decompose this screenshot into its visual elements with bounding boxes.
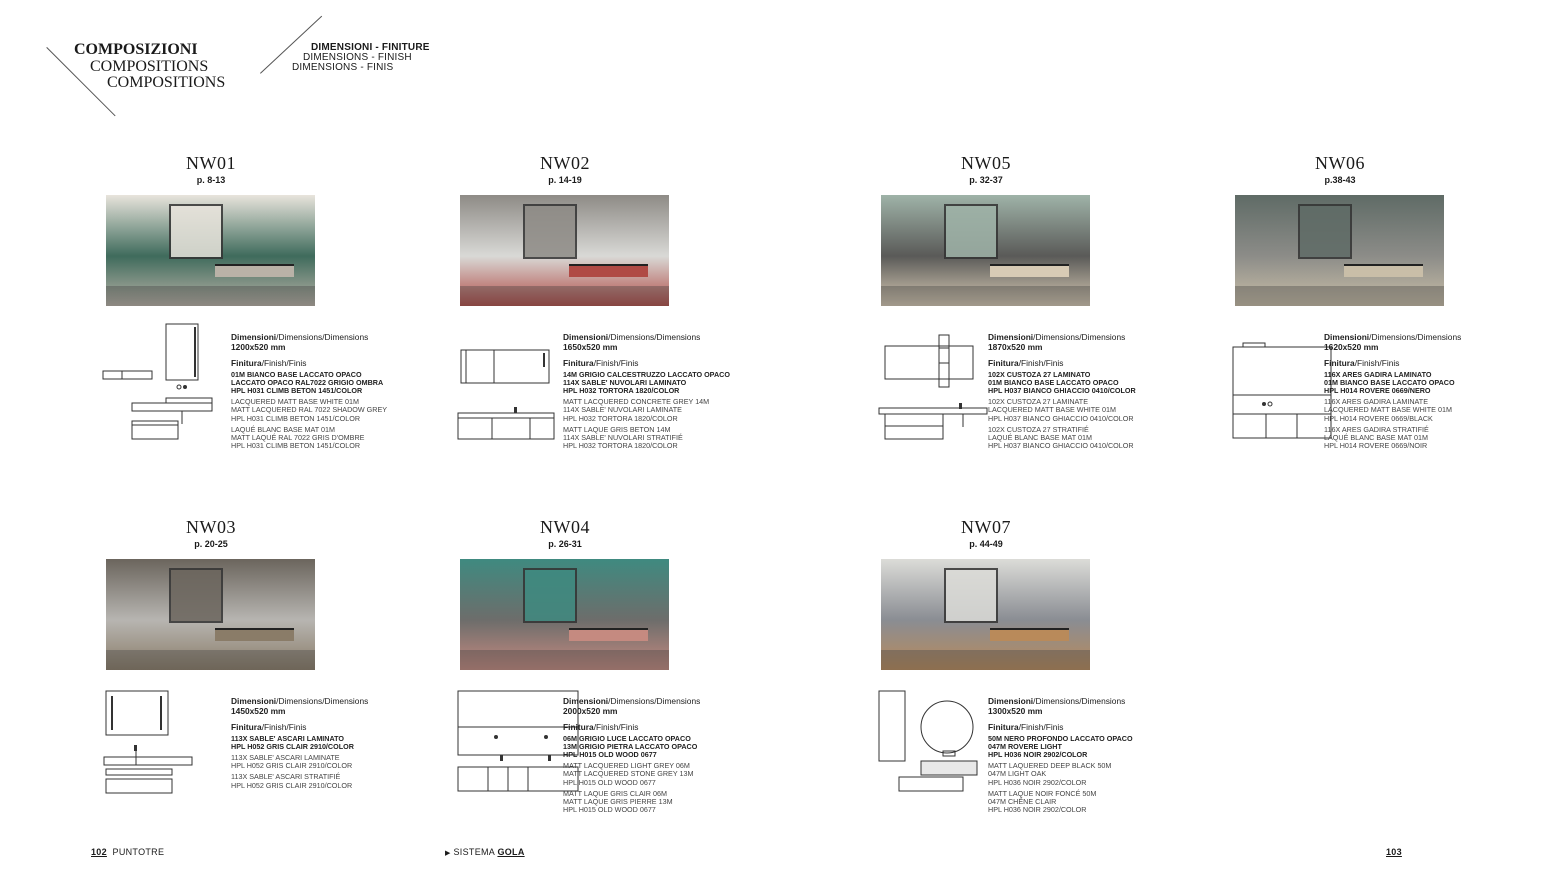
finish-line: LACQUERED MATT BASE WHITE 01M bbox=[1324, 405, 1452, 415]
dimensions-label: Dimensioni/Dimensions/Dimensions bbox=[988, 332, 1126, 342]
page-number-left: 102 bbox=[91, 847, 107, 857]
finish-line: HPL H052 GRIS CLAIR 2910/COLOR bbox=[231, 741, 354, 751]
finish-list-fr bbox=[231, 773, 401, 789]
finish-line: 01M BIANCO BASE LACCATO OPACO bbox=[231, 369, 362, 379]
composition-pages[interactable]: p.38-43 bbox=[1324, 175, 1356, 185]
dimensions-title-en: DIMENSIONS - FINISH bbox=[303, 52, 412, 63]
finish-label: Finitura/Finish/Finis bbox=[231, 358, 307, 368]
finish-line: 113X SABLE' ASCARI LAMINATO bbox=[231, 733, 344, 743]
footer-left bbox=[91, 847, 164, 857]
finish-line: 102X CUSTOZA 27 LAMINATE bbox=[988, 397, 1088, 407]
finish-label: Finitura/Finish/Finis bbox=[988, 358, 1064, 368]
photo-vanity bbox=[215, 264, 294, 277]
finish-label: Finitura/Finish/Finis bbox=[988, 722, 1064, 732]
composition-technical-drawing bbox=[102, 323, 214, 448]
page-number-right: 103 bbox=[1386, 847, 1402, 857]
photo-window bbox=[169, 204, 223, 259]
footer-center[interactable] bbox=[445, 847, 525, 857]
composition-technical-drawing bbox=[456, 323, 556, 448]
composition-specs bbox=[563, 333, 733, 450]
photo-window bbox=[944, 568, 998, 623]
finish-line: LAQUÉ BLANC BASE MAT 01M bbox=[1324, 432, 1428, 442]
finish-line: 01M BIANCO BASE LACCATO OPACO bbox=[1324, 377, 1455, 387]
finish-line: MATT LAQUE NOIR FONCÉ 50M bbox=[988, 788, 1097, 798]
finish-list-it bbox=[1324, 371, 1494, 396]
composition-photo bbox=[106, 559, 315, 670]
composition-technical-drawing bbox=[877, 687, 981, 804]
finish-line: HPL H036 NOIR 2902/COLOR bbox=[988, 749, 1088, 759]
finish-list-fr bbox=[1324, 426, 1494, 451]
dimensions-label: Dimensioni/Dimensions/Dimensions bbox=[988, 696, 1126, 706]
finish-label: Finitura/Finish/Finis bbox=[231, 722, 307, 732]
finish-line: MATT LAQUE GRIS CLAIR 06M bbox=[563, 788, 667, 798]
finish-line: 14M GRIGIO CALCESTRUZZO LACCATO OPACO bbox=[563, 369, 730, 379]
compositions-title-it: COMPOSIZIONI bbox=[74, 41, 198, 58]
dimensions-value: 1870x520 mm bbox=[988, 341, 1043, 352]
finish-list-fr bbox=[988, 426, 1158, 451]
finish-line: HPL H037 BIANCO GHIACCIO 0410/COLOR bbox=[988, 385, 1136, 395]
system-label: SISTEMA bbox=[453, 847, 495, 857]
photo-floor bbox=[106, 286, 315, 306]
photo-window bbox=[523, 204, 577, 259]
composition-code: NW06 bbox=[1315, 153, 1365, 173]
finish-line: MATT LAQUE GRIS PIERRE 13M bbox=[563, 796, 673, 806]
photo-floor bbox=[881, 650, 1090, 670]
finish-line: HPL H015 OLD WOOD 0677 bbox=[563, 777, 656, 787]
photo-floor bbox=[1235, 286, 1444, 306]
photo-window bbox=[169, 568, 223, 623]
finish-line: MATT LACQUERED CONCRETE GREY 14M bbox=[563, 397, 710, 407]
photo-vanity bbox=[990, 628, 1069, 641]
finish-list-en bbox=[988, 398, 1158, 423]
composition-photo bbox=[881, 559, 1090, 670]
composition-pages[interactable]: p. 44-49 bbox=[969, 539, 1003, 549]
dimensions-value: 1650x520 mm bbox=[563, 341, 618, 352]
composition-technical-drawing bbox=[1231, 323, 1335, 448]
photo-vanity bbox=[569, 628, 648, 641]
finish-line: 102X CUSTOZA 27 LAMINATO bbox=[988, 369, 1091, 379]
finish-line: HPL H015 OLD WOOD 0677 bbox=[563, 805, 656, 815]
brand-name: PUNTOTRE bbox=[112, 847, 165, 857]
photo-vanity bbox=[215, 628, 294, 641]
finish-line: 113X SABLE' ASCARI STRATIFIÉ bbox=[231, 772, 341, 782]
finish-line: HPL H037 BIANCO GHIACCIO 0410/COLOR bbox=[988, 441, 1134, 451]
caret-right-icon: ▶ bbox=[445, 850, 451, 857]
composition-code: NW05 bbox=[961, 153, 1011, 173]
finish-line: HPL H032 TORTORA 1820/COLOR bbox=[563, 441, 678, 451]
finish-list-it bbox=[563, 371, 733, 396]
dimensions-title-it: DIMENSIONI - FINITURE bbox=[311, 42, 430, 53]
finish-line: MATT LAQUÉ RAL 7022 GRIS D'OMBRE bbox=[231, 432, 365, 442]
finish-line: HPL H036 NOIR 2902/COLOR bbox=[988, 777, 1087, 787]
composition-specs bbox=[988, 333, 1158, 450]
composition-code: NW01 bbox=[186, 153, 236, 173]
photo-floor bbox=[460, 286, 669, 306]
composition-specs bbox=[231, 697, 401, 790]
finish-list-en bbox=[231, 754, 401, 770]
photo-vanity bbox=[1344, 264, 1423, 277]
composition-technical-drawing bbox=[102, 687, 202, 804]
dimensions-label: Dimensioni/Dimensions/Dimensions bbox=[231, 696, 369, 706]
composition-technical-drawing bbox=[877, 323, 989, 448]
finish-list-en bbox=[231, 398, 401, 423]
system-name: GOLA bbox=[497, 847, 525, 857]
finish-line: 116X ARES GADIRA STRATIFIÉ bbox=[1324, 424, 1429, 434]
photo-vanity bbox=[569, 264, 648, 277]
photo-floor bbox=[106, 650, 315, 670]
photo-window bbox=[944, 204, 998, 259]
finish-line: HPL H014 ROVERE 0669/NERO bbox=[1324, 385, 1431, 395]
finish-line: 113X SABLE' ASCARI LAMINATE bbox=[231, 752, 340, 762]
finish-line: MATT LACQUERED RAL 7022 SHADOW GREY bbox=[231, 405, 388, 415]
finish-line: LACCATO OPACO RAL7022 GRIGIO OMBRA bbox=[231, 377, 384, 387]
finish-line: 102X CUSTOZA 27 STRATIFIÉ bbox=[988, 424, 1089, 434]
composition-photo bbox=[881, 195, 1090, 306]
photo-window bbox=[523, 568, 577, 623]
finish-line: LAQUÉ BLANC BASE MAT 01M bbox=[231, 424, 335, 434]
photo-vanity bbox=[990, 264, 1069, 277]
finish-label: Finitura/Finish/Finis bbox=[563, 358, 639, 368]
finish-line: 06M GRIGIO LUCE LACCATO OPACO bbox=[563, 733, 691, 743]
compositions-title-fr: COMPOSITIONS bbox=[107, 74, 226, 91]
composition-code: NW03 bbox=[186, 517, 236, 537]
finish-list-fr bbox=[563, 790, 733, 815]
finish-list-fr bbox=[231, 426, 401, 451]
composition-pages[interactable]: p. 8-13 bbox=[196, 175, 226, 185]
finish-list-en bbox=[988, 762, 1158, 787]
composition-pages[interactable]: p. 26-31 bbox=[548, 539, 582, 549]
finish-line: HPL H031 CLIMB BETON 1451/COLOR bbox=[231, 385, 363, 395]
finish-line: 116X ARES GADIRA LAMINATO bbox=[1324, 369, 1432, 379]
composition-specs bbox=[231, 333, 401, 450]
finish-label: Finitura/Finish/Finis bbox=[563, 722, 639, 732]
composition-pages[interactable]: p. 14-19 bbox=[548, 175, 582, 185]
finish-line: LACQUERED MATT BASE WHITE 01M bbox=[988, 405, 1116, 415]
finish-line: HPL H031 CLIMB BETON 1451/COLOR bbox=[231, 441, 361, 451]
dimensions-label: Dimensioni/Dimensions/Dimensions bbox=[563, 332, 701, 342]
finish-line: MATT LAQUE GRIS BETON 14M bbox=[563, 424, 671, 434]
finish-line: HPL H037 BIANCO GHIACCIO 0410/COLOR bbox=[988, 413, 1134, 423]
finish-line: 114X SABLE' NUVOLARI LAMINATO bbox=[563, 377, 687, 387]
photo-floor bbox=[881, 286, 1090, 306]
dimensions-value: 2000x520 mm bbox=[563, 705, 618, 716]
composition-pages[interactable]: p. 32-37 bbox=[969, 175, 1003, 185]
finish-line: 13M GRIGIO PIETRA LACCATO OPACO bbox=[563, 741, 698, 751]
finish-list-en bbox=[563, 398, 733, 423]
dimensions-label: Dimensioni/Dimensions/Dimensions bbox=[231, 332, 369, 342]
dimensions-value: 1450x520 mm bbox=[231, 705, 286, 716]
finish-list-fr bbox=[988, 790, 1158, 815]
composition-pages[interactable]: p. 20-25 bbox=[194, 539, 228, 549]
finish-line: HPL H015 OLD WOOD 0677 bbox=[563, 749, 657, 759]
dimensions-value: 1620x520 mm bbox=[1324, 341, 1379, 352]
finish-line: 01M BIANCO BASE LACCATO OPACO bbox=[988, 377, 1119, 387]
finish-line: MATT LACQUERED STONE GREY 13M bbox=[563, 769, 694, 779]
composition-specs bbox=[988, 697, 1158, 814]
composition-specs bbox=[563, 697, 733, 814]
composition-photo bbox=[106, 195, 315, 306]
finish-line: HPL H014 ROVERE 0669/BLACK bbox=[1324, 413, 1433, 423]
finish-line: HPL H052 GRIS CLAIR 2910/COLOR bbox=[231, 780, 353, 790]
finish-line: 114X SABLE' NUVOLARI STRATIFIÉ bbox=[563, 432, 683, 442]
finish-line: HPL H052 GRIS CLAIR 2910/COLOR bbox=[231, 761, 353, 771]
composition-technical-drawing bbox=[456, 687, 580, 804]
finish-list-it bbox=[988, 735, 1158, 760]
finish-line: HPL H036 NOIR 2902/COLOR bbox=[988, 805, 1087, 815]
finish-line: 047M LIGHT OAK bbox=[988, 769, 1047, 779]
finish-line: 047M ROVERE LIGHT bbox=[988, 741, 1062, 751]
composition-code: NW07 bbox=[961, 517, 1011, 537]
finish-line: LAQUÉ BLANC BASE MAT 01M bbox=[988, 432, 1092, 442]
finish-list-it bbox=[231, 735, 401, 751]
finish-list-it bbox=[231, 371, 401, 396]
composition-photo bbox=[460, 195, 669, 306]
finish-line: 50M NERO PROFONDO LACCATO OPACO bbox=[988, 733, 1133, 743]
composition-photo bbox=[460, 559, 669, 670]
finish-line: MATT LAQUERED DEEP BLACK 50M bbox=[988, 761, 1112, 771]
finish-line: HPL H032 TORTORA 1820/COLOR bbox=[563, 385, 680, 395]
finish-list-it bbox=[563, 735, 733, 760]
composition-specs bbox=[1324, 333, 1494, 450]
compositions-title-en: COMPOSITIONS bbox=[90, 58, 209, 75]
finish-line: 114X SABLE' NUVOLARI LAMINATE bbox=[563, 405, 682, 415]
dimensions-label: Dimensioni/Dimensions/Dimensions bbox=[1324, 332, 1462, 342]
finish-line: LACQUERED MATT BASE WHITE 01M bbox=[231, 397, 359, 407]
dimensions-label: Dimensioni/Dimensions/Dimensions bbox=[563, 696, 701, 706]
finish-list-en bbox=[1324, 398, 1494, 423]
finish-list-it bbox=[988, 371, 1158, 396]
composition-code: NW02 bbox=[540, 153, 590, 173]
dimensions-value: 1200x520 mm bbox=[231, 341, 286, 352]
finish-list-fr bbox=[563, 426, 733, 451]
finish-line: HPL H014 ROVERE 0669/NOIR bbox=[1324, 441, 1428, 451]
finish-line: 116X ARES GADIRA LAMINATE bbox=[1324, 397, 1428, 407]
finish-line: 047M CHÊNE CLAIR bbox=[988, 796, 1057, 806]
dimensions-value: 1300x520 mm bbox=[988, 705, 1043, 716]
photo-window bbox=[1298, 204, 1352, 259]
photo-floor bbox=[460, 650, 669, 670]
finish-line: HPL H032 TORTORA 1820/COLOR bbox=[563, 413, 678, 423]
finish-list-en bbox=[563, 762, 733, 787]
finish-line: MATT LACQUERED LIGHT GREY 06M bbox=[563, 761, 690, 771]
finish-label: Finitura/Finish/Finis bbox=[1324, 358, 1400, 368]
composition-photo bbox=[1235, 195, 1444, 306]
finish-line: HPL H031 CLIMB BETON 1451/COLOR bbox=[231, 413, 361, 423]
dimensions-title-fr: DIMENSIONS - FINIS bbox=[292, 62, 394, 73]
composition-code: NW04 bbox=[540, 517, 590, 537]
